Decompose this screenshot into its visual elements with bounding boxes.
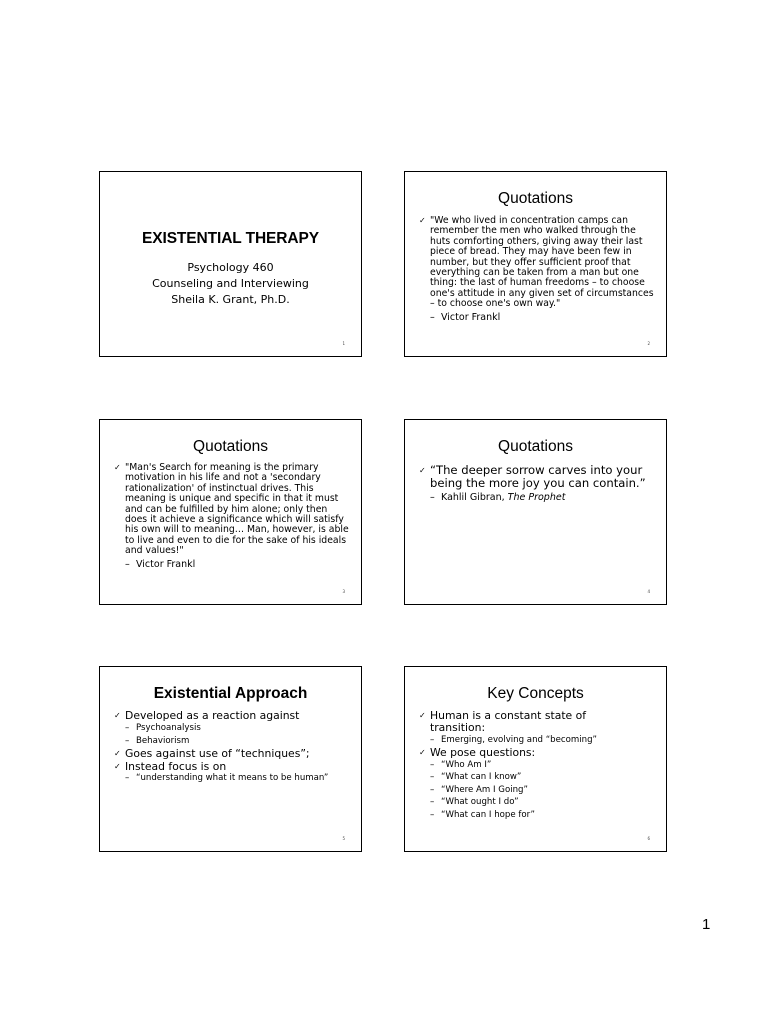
sub-bullet-text: “Where Am I Going” xyxy=(441,784,528,795)
sub-bullet-item xyxy=(419,809,656,821)
slide-number: 5 xyxy=(342,836,345,841)
slide-number: 4 xyxy=(647,589,650,594)
checkmark-bullet-icon: ✓ xyxy=(114,463,121,472)
quote-text: "We who lived in concentration camps can remember the men who walked through the huts comforting others, giving away their last piece of bread. They may have been few in number, but they offer sufficient proof that everything can be taken from a man but one thing: the last of human freedoms – to choose one's attitude in any given set of circumstances – to choose one's own way." xyxy=(430,215,654,310)
checkmark-bullet-icon: ✓ xyxy=(114,749,121,759)
bullet-text: Human is a constant state of transition: xyxy=(430,709,587,735)
slide-title: Quotations xyxy=(498,190,573,207)
slide-quotations-frankl-1 xyxy=(404,171,667,357)
slide-content xyxy=(114,710,351,784)
dash-icon: – xyxy=(430,772,435,783)
slide-content xyxy=(419,710,656,821)
slide-number: 1 xyxy=(342,341,345,346)
slide-key-concepts xyxy=(404,666,667,852)
slide-quotations-gibran xyxy=(404,419,667,605)
attribution-text: Victor Frankl xyxy=(441,311,501,323)
attribution-author: Kahlil Gibran, xyxy=(441,492,508,503)
slide-existential-approach xyxy=(99,666,362,852)
dash-icon: – xyxy=(430,735,435,746)
sub-bullet-text: Behaviorism xyxy=(136,735,190,746)
slide-content xyxy=(419,216,656,324)
sub-bullet-text: “Who Am I” xyxy=(441,760,492,771)
dash-icon: – xyxy=(125,723,130,734)
checkmark-bullet-icon: ✓ xyxy=(419,747,426,757)
checkmark-bullet-icon: ✓ xyxy=(114,762,121,772)
checkmark-bullet-icon: ✓ xyxy=(419,466,426,475)
bullet-item xyxy=(114,710,351,722)
checkmark-bullet-icon: ✓ xyxy=(419,216,426,225)
slide-number: 6 xyxy=(647,836,650,841)
quote-bullet xyxy=(114,463,351,557)
slide-title: Quotations xyxy=(498,438,573,455)
dash-icon: – xyxy=(125,558,130,570)
sub-bullet-item xyxy=(114,773,351,784)
bullet-text: We pose questions: xyxy=(430,745,536,759)
slide-title: Key Concepts xyxy=(487,685,584,702)
bullet-item xyxy=(114,761,351,773)
dash-icon: – xyxy=(125,773,130,784)
dash-icon: – xyxy=(430,784,435,795)
slide-title: Existential Approach xyxy=(153,685,308,702)
attribution-text: Victor Frankl xyxy=(136,558,196,570)
sub-bullet-item xyxy=(419,784,656,796)
sub-bullet-item xyxy=(419,796,656,808)
checkmark-bullet-icon: ✓ xyxy=(419,711,426,720)
dash-icon: – xyxy=(430,492,435,503)
quote-bullet xyxy=(419,464,656,490)
sub-bullet-item xyxy=(114,735,351,747)
sub-bullet-text: Emerging, evolving and “becoming” xyxy=(441,735,597,746)
dash-icon: – xyxy=(430,311,435,323)
attribution xyxy=(114,559,351,571)
attribution xyxy=(419,492,656,504)
sub-bullet-text: “What can I know” xyxy=(441,772,522,783)
dash-icon: – xyxy=(430,760,435,771)
sub-bullet-text: “What can I hope for” xyxy=(441,809,536,820)
attribution-work: The Prophet xyxy=(507,492,566,503)
slide-number: 2 xyxy=(647,341,650,346)
dash-icon: – xyxy=(430,809,435,820)
sub-bullet-text: “What ought I do” xyxy=(441,797,519,808)
page-number: 1 xyxy=(702,916,711,933)
sub-bullet-item xyxy=(114,722,351,734)
quote-text: “The deeper sorrow carves into your being the more joy you can contain.” xyxy=(430,463,646,490)
slide-quotations-frankl-2 xyxy=(99,419,362,605)
bullet-item xyxy=(114,748,351,760)
slide-title-existential-therapy xyxy=(99,171,362,357)
bullet-item xyxy=(419,710,656,734)
slide-number: 3 xyxy=(342,589,345,594)
slide-title: Quotations xyxy=(193,438,268,455)
slide-title: EXISTENTIAL THERAPY xyxy=(142,230,319,247)
quote-text: "Man's Search for meaning is the primary motivation in his life and not a 'secondary rationalization' of instinctual drives. This meaning is unique and specific in that it must and can be fulfilled by him alone; only then does it achieve a significance which will satisfy his own will to meaning… Man, however, is able to live and even to die for the sake of his ideals and values!" xyxy=(125,462,349,557)
sub-bullet-text: “understanding what it means to be human” xyxy=(136,773,329,784)
bullet-text: Instead focus is on xyxy=(125,760,227,774)
course-line: Psychology 460 xyxy=(187,261,274,274)
title-block xyxy=(100,230,361,308)
sub-bullet-item xyxy=(419,771,656,783)
checkmark-bullet-icon: ✓ xyxy=(114,711,121,720)
slide-content xyxy=(114,463,351,571)
author-line: Sheila K. Grant, Ph.D. xyxy=(171,293,290,306)
dash-icon: – xyxy=(125,735,130,746)
dash-icon: – xyxy=(430,797,435,808)
quote-bullet xyxy=(419,216,656,310)
slide-content xyxy=(419,464,656,504)
attribution xyxy=(419,312,656,324)
bullet-text: Goes against use of “techniques”; xyxy=(125,747,310,761)
sub-bullet-text: Psychoanalysis xyxy=(136,723,201,734)
sub-bullet-item xyxy=(419,759,656,771)
bullet-text: Developed as a reaction against xyxy=(125,709,300,722)
bullet-item xyxy=(419,747,656,759)
course-subtitle-line: Counseling and Interviewing xyxy=(152,277,309,290)
